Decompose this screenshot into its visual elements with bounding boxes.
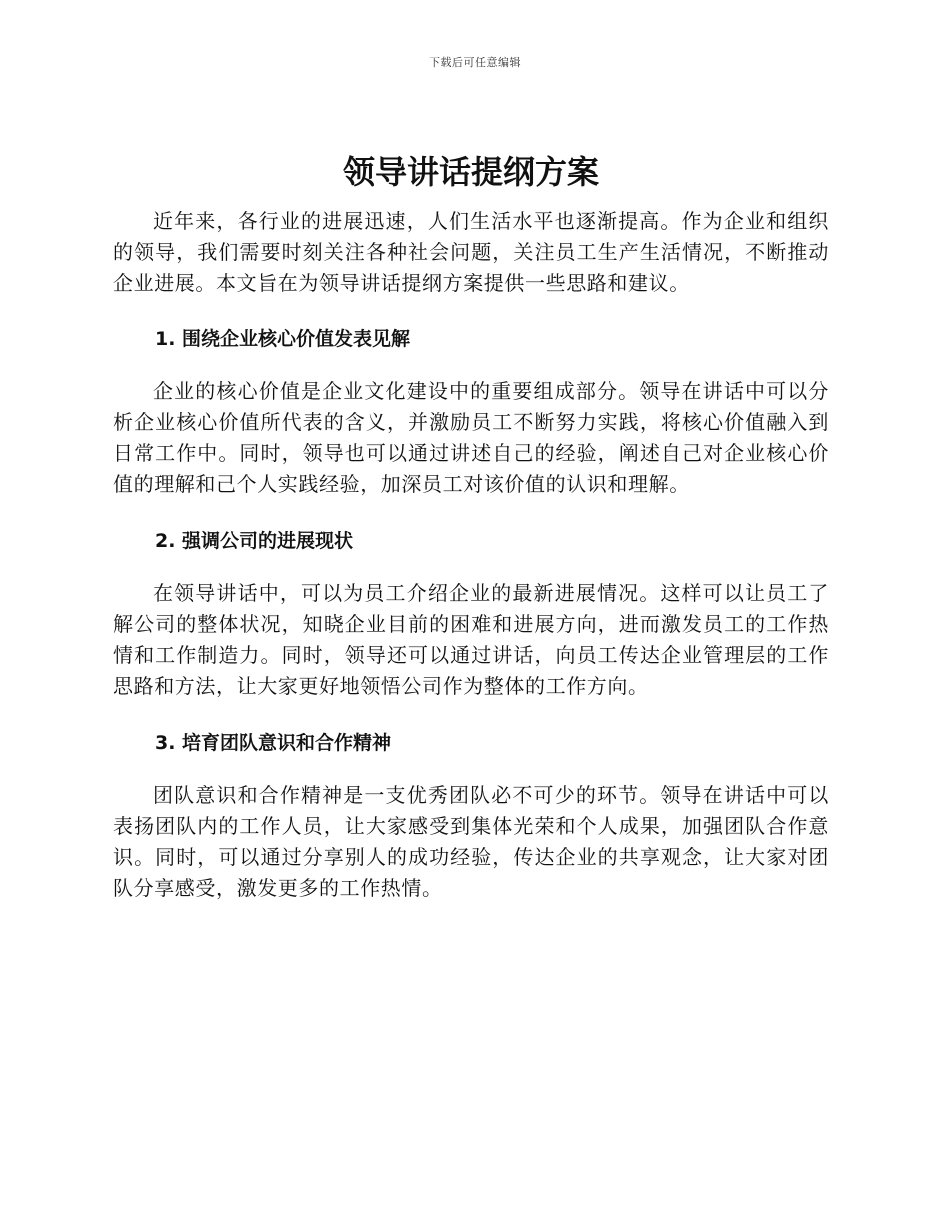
section-body-2: 在领导讲话中，可以为员工介绍企业的最新进展情况。这样可以让员工了解公司的整体状况，知晓企业目前的困难和进展方向，进而激发员工的工作热情和工作制造力。同时，领导还可以通过讲话，向员工传达企业管理层的工作思路和方法，让大家更好地领悟公司作为整体的工作方向。 [113,581,829,698]
section-heading-2: 2. 强调公司的进展现状 [155,530,354,552]
section-body-3: 团队意识和合作精神是一支优秀团队必不可少的环节。领导在讲话中可以表扬团队内的工作人员，让大家感受到集体光荣和个人成果，加强团队合作意识。同时，可以通过分享别人的成功经验，传达企业的共享观念，让大家对团队分享感受，激发更多的工作热情。 [113,783,829,900]
document-title: 领导讲话提纲方案 [342,153,599,191]
document-content [113,148,829,904]
intro-paragraph: 近年来，各行业的进展迅速，人们生活水平也逐渐提高。作为企业和组织的领导，我们需要时刻关注各种社会问题，关注员工生产生活情况，不断推动企业进展。本文旨在为领导讲话提纲方案提供一些思路和建议。 [113,209,829,295]
section-heading-1: 1. 围绕企业核心价值发表见解 [155,328,411,350]
header-note: 下载后可任意编辑 [429,56,521,69]
section-body-1: 企业的核心价值是企业文化建设中的重要组成部分。领导在讲话中可以分析企业核心价值所代表的含义，并激励员工不断努力实践，将核心价值融入到日常工作中。同时，领导也可以通过讲述自己的经验，阐述自己对企业核心价值的理解和己个人实践经验，加深员工对该价值的认识和理解。 [113,379,829,496]
section-heading-3: 3. 培育团队意识和合作精神 [155,732,392,754]
